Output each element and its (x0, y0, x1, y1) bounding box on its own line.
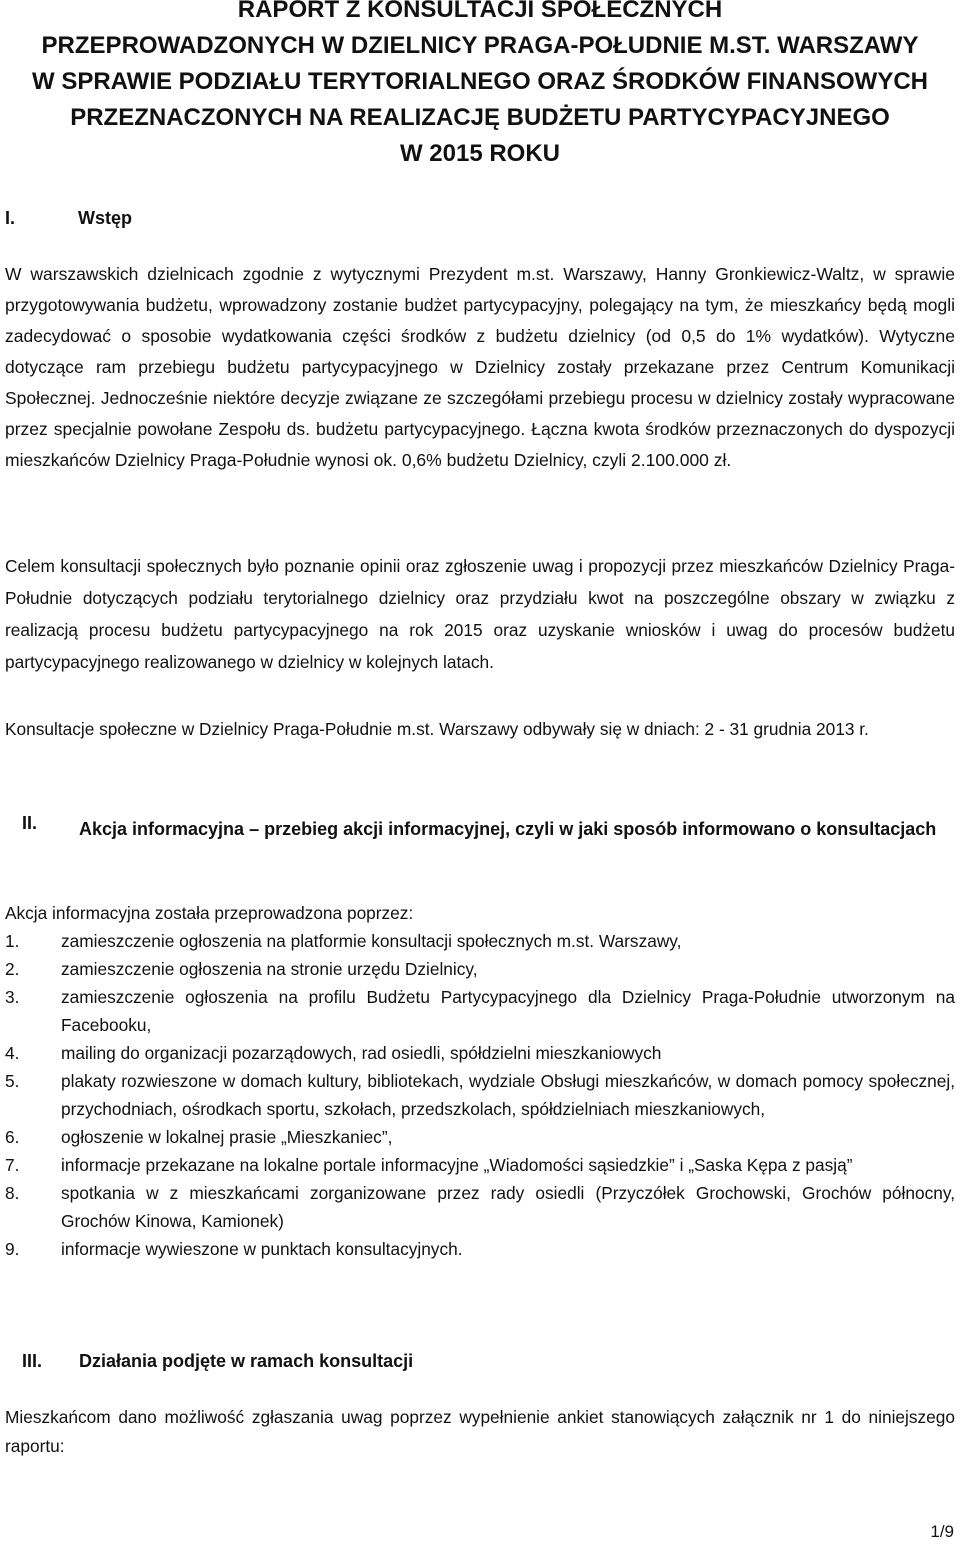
list-item-text: zamieszczenie ogłoszenia na profilu Budżetu Partycypacyjnego dla Dzielnicy Praga-Południe utworzonym na Facebooku, (61, 987, 955, 1035)
section-1-heading (5, 208, 132, 229)
list-item-number: 3. (5, 987, 20, 1007)
list-item-text: zamieszczenie ogłoszenia na platformie konsultacji społecznych m.st. Warszawy, (61, 931, 682, 951)
info-action-list (5, 927, 955, 1263)
list-item-number: 2. (5, 959, 20, 979)
list-intro: Akcja informacyjna została przeprowadzona poprzez: (5, 903, 414, 923)
list-item (5, 1039, 955, 1067)
list-item-number: 9. (5, 1239, 20, 1259)
list-item (5, 1179, 955, 1235)
list-item-number: 7. (5, 1155, 20, 1175)
dates-paragraph: Konsultacje społeczne w Dzielnicy Praga-Południe m.st. Warszawy odbywały się w dniach: 2 - 31 grudnia 2013 r. (5, 719, 869, 739)
list-item-text: informacje przekazane na lokalne portale informacyjne „Wiadomości sąsiedzkie” i „Saska Kępa z pasją” (61, 1155, 853, 1175)
list-item-text: informacje wywieszone w punktach konsultacyjnych. (61, 1239, 463, 1259)
title-line: W SPRAWIE PODZIAŁU TERYTORIALNEGO ORAZ ŚRODKÓW FINANSOWYCH (32, 68, 928, 95)
section-title: Wstęp (78, 208, 132, 228)
title-line: RAPORT Z KONSULTACJI SPOŁECZNYCH (237, 0, 723, 23)
list-item (5, 1067, 955, 1123)
list-item (5, 1235, 955, 1263)
section-3-title: Działania podjęte w ramach konsultacji (79, 1351, 414, 1371)
intro-paragraph: W warszawskich dzielnicach zgodnie z wytycznymi Prezydent m.st. Warszawy, Hanny Gronkiewicz-Waltz, w sprawie przygotowywania budżetu, wprowadzony zostanie budżet partycypacyjny, polegający na tym, że mieszkańcy będą mogli zadecydować o sposobie wydatkowania części środków z budżetu dzielnicy (od 0,5 do 1% wydatków). Wytyczne dotyczące ram przebiegu budżetu partycypacyjnego w Dzielnicy zostały przekazane przez Centrum Komunikacji Społecznej. Jednocześnie niektóre decyzje związane ze szczegółami przebiegu procesu w dzielnicy zostały wypracowane przez specjalnie powołane Zespołu ds. budżetu partycypacyjnego. Łączna kwota środków przeznaczonych do dyspozycji mieszkańców Dzielnicy Praga-Południe wynosi ok. 0,6% budżetu Dzielnicy, czyli 2.100.000 zł. (5, 264, 955, 470)
report-title (0, 0, 960, 172)
section-2-numeral: II. (22, 813, 38, 833)
list-item-number: 8. (5, 1183, 20, 1203)
list-item-text: spotkania w z mieszkańcami zorganizowane przez rady osiedli (Przyczółek Grochowski, Grochów północny, Grochów Kinowa, Kamionek) (61, 1183, 955, 1231)
title-line: PRZEZNACZONYCH NA REALIZACJĘ BUDŻETU PARTYCYPACYJNEGO (70, 104, 890, 131)
list-item-number: 1. (5, 931, 20, 951)
title-line: W 2015 ROKU (399, 140, 561, 167)
list-item (5, 1123, 955, 1151)
section-2-title: Akcja informacyjna – przebieg akcji informacyjnej, czyli w jaki sposób informowano o konsultacjach (79, 819, 937, 839)
list-item-number: 5. (5, 1071, 20, 1091)
list-item-text: mailing do organizacji pozarządowych, rad osiedli, spółdzielni mieszkaniowych (61, 1043, 662, 1063)
list-item-number: 6. (5, 1127, 20, 1147)
goal-paragraph: Celem konsultacji społecznych było poznanie opinii oraz zgłoszenie uwag i propozycji przez mieszkańców Dzielnicy Praga-Południe dotyczących podziału terytorialnego dzielnicy oraz przydziału kwot na poszczególne obszary w związku z realizacją procesu budżetu partycypacyjnego na rok 2015 oraz uzyskanie wniosków i uwag do procesów budżetu partycypacyjnego realizowanego w dzielnicy w kolejnych latach. (5, 556, 955, 672)
list-item (5, 955, 955, 983)
section-numeral: I. (5, 208, 16, 228)
page-number: 1/9 (930, 1522, 954, 1541)
list-item-text: ogłoszenie w lokalnej prasie „Mieszkaniec”, (61, 1127, 393, 1147)
section-3-numeral: III. (22, 1351, 43, 1371)
title-line: PRZEPROWADZONYCH W DZIELNICY PRAGA-POŁUDNIE M.ST. WARSZAWY (41, 32, 919, 59)
section-3-paragraph: Mieszkańcom dano możliwość zgłaszania uwag poprzez wypełnienie ankiet stanowiących załącznik nr 1 do niniejszego raportu: (5, 1407, 955, 1456)
list-item (5, 927, 955, 955)
list-item-number: 4. (5, 1043, 20, 1063)
list-item (5, 983, 955, 1039)
list-item (5, 1151, 955, 1179)
list-item-text: zamieszczenie ogłoszenia na stronie urzędu Dzielnicy, (61, 959, 478, 979)
list-item-text: plakaty rozwieszone w domach kultury, bibliotekach, wydziale Obsługi mieszkańców, w domach pomocy społecznej, przychodniach, ośrodkach sportu, szkołach, przedszkolach, spółdzielniach mieszkaniowych, (61, 1071, 955, 1119)
